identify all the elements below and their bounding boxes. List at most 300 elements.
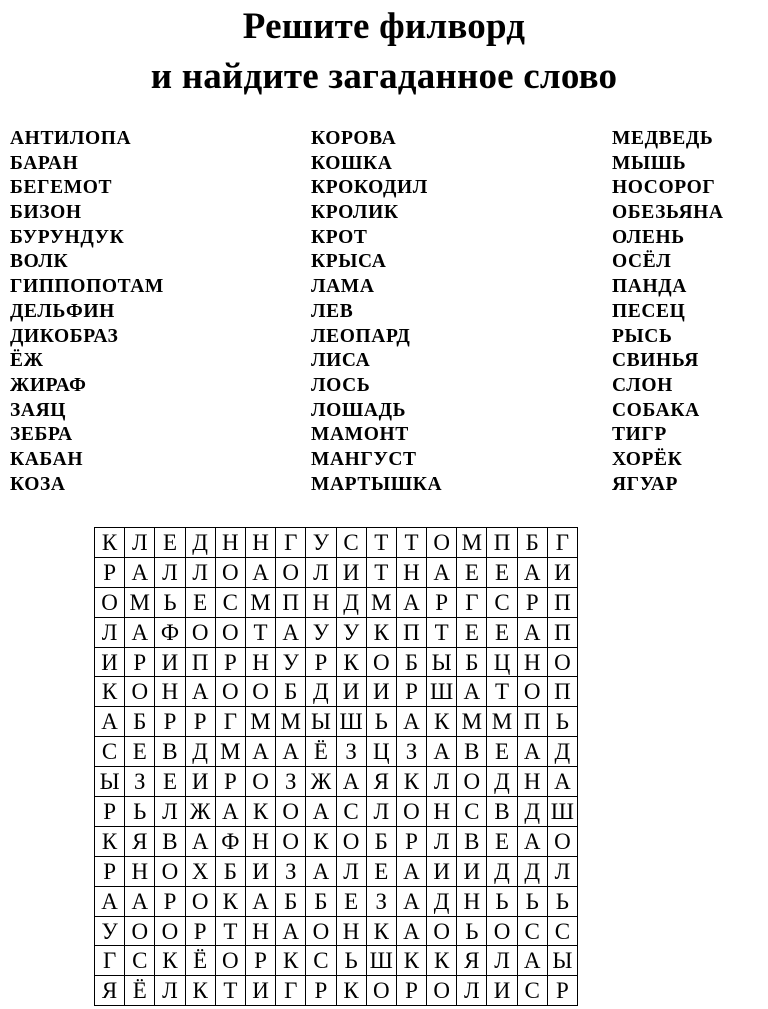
word-list-item: БУРУНДУК (10, 226, 125, 248)
word-list-item: ЗАЯЦ (10, 399, 67, 421)
grid-cell[interactable]: Е (155, 528, 185, 558)
grid-cell[interactable]: Л (336, 856, 366, 886)
grid-cell[interactable]: А (245, 886, 275, 916)
grid-cell[interactable]: П (396, 617, 426, 647)
grid-cell[interactable]: П (517, 707, 547, 737)
grid-cell[interactable]: П (487, 528, 517, 558)
grid-cell[interactable]: Р (245, 946, 275, 976)
grid-cell[interactable]: У (95, 916, 125, 946)
grid-cell[interactable]: А (517, 737, 547, 767)
grid-cell[interactable]: Л (366, 797, 396, 827)
grid-cell[interactable]: З (336, 737, 366, 767)
grid-cell[interactable]: А (245, 737, 275, 767)
grid-cell[interactable]: Д (427, 886, 457, 916)
grid-cell[interactable]: А (517, 946, 547, 976)
grid-cell[interactable]: М (125, 587, 155, 617)
grid-cell[interactable]: Л (487, 946, 517, 976)
grid-row (95, 528, 578, 558)
grid-cell[interactable]: Р (396, 826, 426, 856)
grid-cell[interactable]: К (245, 797, 275, 827)
grid-cell[interactable]: В (155, 826, 185, 856)
grid-cell[interactable]: К (336, 976, 366, 1006)
grid-cell[interactable]: Ы (95, 767, 125, 797)
grid-cell[interactable]: О (366, 976, 396, 1006)
grid-cell[interactable]: Ы (306, 707, 336, 737)
grid-cell[interactable]: Ш (336, 707, 366, 737)
grid-cell[interactable]: О (547, 826, 577, 856)
grid-cell[interactable]: О (245, 677, 275, 707)
grid-cell[interactable]: Б (517, 528, 547, 558)
grid-cell[interactable]: Н (245, 826, 275, 856)
grid-cell[interactable]: Д (517, 856, 547, 886)
grid-cell[interactable]: М (457, 707, 487, 737)
grid-cell[interactable]: Р (215, 767, 245, 797)
grid-cell[interactable]: А (215, 797, 245, 827)
grid-cell[interactable]: Г (547, 528, 577, 558)
grid-cell[interactable]: Я (125, 826, 155, 856)
grid-cell[interactable]: К (95, 677, 125, 707)
grid-cell[interactable]: С (517, 976, 547, 1006)
grid-cell[interactable]: Т (245, 617, 275, 647)
grid-cell[interactable]: К (95, 826, 125, 856)
grid-cell[interactable]: Е (487, 617, 517, 647)
word-list-column-3 (612, 127, 724, 497)
grid-cell[interactable]: Ь (457, 916, 487, 946)
grid-cell[interactable]: Е (487, 826, 517, 856)
word-list-item: БИЗОН (10, 202, 82, 224)
grid-cell[interactable]: Р (427, 587, 457, 617)
grid-cell[interactable]: Н (245, 916, 275, 946)
grid-cell[interactable]: Е (457, 617, 487, 647)
grid-cell[interactable]: О (457, 767, 487, 797)
grid-cell[interactable]: О (185, 886, 215, 916)
grid-cell[interactable]: А (427, 737, 457, 767)
grid-cell[interactable]: Ё (306, 737, 336, 767)
grid-cell[interactable]: Е (125, 737, 155, 767)
grid-cell[interactable]: З (366, 886, 396, 916)
grid-cell[interactable]: Р (155, 707, 185, 737)
grid-cell[interactable]: Б (457, 647, 487, 677)
word-list-item: СЛОН (612, 374, 673, 396)
grid-cell[interactable]: И (547, 557, 577, 587)
grid-cell[interactable]: А (276, 916, 306, 946)
word-list-item: КРОТ (311, 226, 368, 248)
grid-cell[interactable]: Д (487, 856, 517, 886)
grid-cell[interactable]: Д (185, 528, 215, 558)
grid-cell[interactable]: С (215, 587, 245, 617)
grid-cell[interactable]: Р (155, 886, 185, 916)
grid-cell[interactable]: К (276, 946, 306, 976)
grid-cell[interactable]: У (306, 528, 336, 558)
word-list-item: ПЕСЕЦ (612, 300, 686, 322)
grid-cell[interactable]: А (517, 617, 547, 647)
grid-cell[interactable]: Л (125, 528, 155, 558)
grid-cell[interactable]: И (185, 767, 215, 797)
word-list-item: РЫСЬ (612, 325, 673, 347)
word-list-item: ГИППОПОТАМ (10, 276, 164, 298)
grid-cell[interactable]: Д (517, 797, 547, 827)
grid-cell[interactable]: К (215, 886, 245, 916)
grid-cell[interactable]: О (276, 797, 306, 827)
grid-cell[interactable]: К (95, 528, 125, 558)
grid-cell[interactable]: Я (95, 976, 125, 1006)
grid-cell[interactable]: Ь (487, 886, 517, 916)
grid-cell[interactable]: З (396, 737, 426, 767)
grid-row (95, 557, 578, 587)
grid-cell[interactable]: Р (396, 677, 426, 707)
grid-cell[interactable]: Р (396, 976, 426, 1006)
grid-cell[interactable]: А (457, 677, 487, 707)
word-list-item: МАРТЫШКА (311, 473, 443, 495)
grid-cell[interactable]: Т (396, 528, 426, 558)
grid-cell[interactable]: А (306, 797, 336, 827)
grid-cell[interactable]: О (396, 797, 426, 827)
grid-cell[interactable]: Г (457, 587, 487, 617)
grid-cell[interactable]: Г (95, 946, 125, 976)
grid-cell[interactable]: А (517, 557, 547, 587)
grid-cell[interactable]: А (547, 767, 577, 797)
grid-cell[interactable]: Г (276, 528, 306, 558)
grid-cell[interactable]: Ш (366, 946, 396, 976)
grid-cell[interactable]: О (427, 528, 457, 558)
grid-cell[interactable]: О (245, 767, 275, 797)
grid-cell[interactable]: К (155, 946, 185, 976)
word-list-item: КРОКОДИЛ (311, 177, 428, 199)
grid-cell[interactable]: Д (487, 767, 517, 797)
grid-row (95, 976, 578, 1006)
grid-cell[interactable]: А (245, 557, 275, 587)
grid-cell[interactable]: Ы (427, 647, 457, 677)
grid-cell[interactable]: Р (306, 647, 336, 677)
grid-row (95, 946, 578, 976)
word-list-column-1 (10, 127, 164, 497)
grid-cell[interactable]: М (276, 707, 306, 737)
grid-cell[interactable]: Р (95, 557, 125, 587)
grid-cell[interactable]: Е (366, 856, 396, 886)
grid-cell[interactable]: М (457, 528, 487, 558)
grid-cell[interactable]: Е (185, 587, 215, 617)
grid-cell[interactable]: Л (185, 557, 215, 587)
grid-cell[interactable]: О (366, 647, 396, 677)
grid-cell[interactable]: Б (366, 826, 396, 856)
grid-cell[interactable]: Н (155, 677, 185, 707)
grid-cell[interactable]: М (487, 707, 517, 737)
grid-cell[interactable]: Л (155, 976, 185, 1006)
grid-cell[interactable]: Д (185, 737, 215, 767)
grid-cell[interactable]: О (427, 916, 457, 946)
grid-cell[interactable]: О (427, 976, 457, 1006)
grid-cell[interactable]: Ь (517, 886, 547, 916)
word-list-item: ЯГУАР (612, 473, 679, 495)
grid-cell[interactable]: Р (185, 707, 215, 737)
grid-cell[interactable]: А (517, 826, 547, 856)
grid-cell[interactable]: П (547, 677, 577, 707)
grid-cell[interactable]: П (276, 587, 306, 617)
grid-cell[interactable]: С (457, 797, 487, 827)
grid-cell[interactable]: И (95, 647, 125, 677)
grid-cell[interactable]: Т (427, 617, 457, 647)
grid-cell[interactable]: О (155, 856, 185, 886)
word-list-item: КОРОВА (311, 128, 397, 149)
grid-cell[interactable]: Е (487, 557, 517, 587)
grid-cell[interactable]: В (487, 797, 517, 827)
word-list-column-2 (311, 127, 442, 497)
word-list-item: ПАНДА (612, 276, 687, 298)
grid-cell[interactable]: Н (215, 528, 245, 558)
grid-cell[interactable]: С (336, 797, 366, 827)
grid-cell[interactable]: К (366, 617, 396, 647)
grid-cell[interactable]: Р (215, 647, 245, 677)
grid-cell[interactable]: К (185, 976, 215, 1006)
word-list-item: ЛЕОПАРД (311, 325, 411, 347)
grid-cell[interactable]: В (155, 737, 185, 767)
grid-cell[interactable]: В (457, 826, 487, 856)
grid-cell[interactable]: С (306, 946, 336, 976)
grid-cell[interactable]: Т (366, 557, 396, 587)
grid-cell[interactable]: К (336, 647, 366, 677)
grid-cell[interactable]: Е (487, 737, 517, 767)
grid-cell[interactable]: А (185, 677, 215, 707)
grid-cell[interactable]: З (125, 767, 155, 797)
grid-cell[interactable]: Ц (366, 737, 396, 767)
grid-cell[interactable]: Л (427, 767, 457, 797)
grid-cell[interactable]: Я (457, 946, 487, 976)
grid-cell[interactable]: А (276, 617, 306, 647)
grid-cell[interactable]: Т (215, 916, 245, 946)
grid-cell[interactable]: И (336, 677, 366, 707)
grid-cell[interactable]: Б (276, 886, 306, 916)
grid-cell[interactable]: К (396, 767, 426, 797)
grid-cell[interactable]: Е (457, 557, 487, 587)
grid-cell[interactable]: Р (125, 647, 155, 677)
word-list-item: КОШКА (311, 152, 393, 174)
word-list-item: КРОЛИК (311, 202, 399, 224)
grid-cell[interactable]: А (125, 557, 155, 587)
grid-cell[interactable]: Н (517, 767, 547, 797)
grid-row (95, 886, 578, 916)
grid-cell[interactable]: О (185, 617, 215, 647)
grid-cell[interactable]: О (336, 826, 366, 856)
grid-cell[interactable]: Р (185, 916, 215, 946)
grid-cell[interactable]: О (215, 946, 245, 976)
grid-cell[interactable]: О (547, 647, 577, 677)
grid-cell[interactable]: Н (306, 587, 336, 617)
grid-cell[interactable]: Л (95, 617, 125, 647)
grid-cell[interactable]: Ж (185, 797, 215, 827)
grid-cell[interactable]: Н (336, 916, 366, 946)
grid-cell[interactable]: Р (306, 976, 336, 1006)
word-list-item: ЗЕБРА (10, 424, 73, 446)
grid-cell[interactable]: Ф (155, 617, 185, 647)
grid-cell[interactable]: О (306, 916, 336, 946)
word-list-item: МЫШЬ (612, 152, 687, 174)
grid-cell[interactable]: Н (396, 557, 426, 587)
grid-cell[interactable]: Г (276, 976, 306, 1006)
grid-cell[interactable]: Я (366, 767, 396, 797)
grid-cell[interactable]: М (366, 587, 396, 617)
grid-cell[interactable]: М (245, 587, 275, 617)
word-list-item: БЕГЕМОТ (10, 177, 113, 199)
puzzle-grid (94, 527, 578, 1006)
grid-cell[interactable]: О (276, 826, 306, 856)
grid-cell[interactable]: С (95, 737, 125, 767)
grid-cell[interactable]: С (517, 916, 547, 946)
grid-cell[interactable]: И (366, 677, 396, 707)
grid-cell[interactable]: Т (366, 528, 396, 558)
grid-cell[interactable]: К (427, 707, 457, 737)
word-list-item: ЖИРАФ (10, 374, 87, 396)
grid-cell[interactable]: Л (547, 856, 577, 886)
grid-cell[interactable]: Ё (185, 946, 215, 976)
word-list-item: ЛЕВ (311, 300, 354, 322)
grid-cell[interactable]: К (306, 826, 336, 856)
grid-cell[interactable]: Д (547, 737, 577, 767)
grid-cell[interactable]: Б (125, 707, 155, 737)
grid-cell[interactable]: А (396, 856, 426, 886)
grid-cell[interactable]: Е (336, 886, 366, 916)
grid-cell[interactable]: Д (336, 587, 366, 617)
grid-cell[interactable]: А (396, 886, 426, 916)
word-list-item: КОЗА (10, 473, 66, 495)
word-list-item: МАНГУСТ (311, 448, 417, 470)
grid-cell[interactable]: О (215, 677, 245, 707)
grid-cell[interactable]: И (245, 856, 275, 886)
grid-cell[interactable]: К (396, 946, 426, 976)
word-list-item: ДЕЛЬФИН (10, 300, 115, 322)
grid-cell[interactable]: И (245, 976, 275, 1006)
grid-cell[interactable]: О (95, 587, 125, 617)
grid-cell[interactable]: А (396, 587, 426, 617)
grid-cell[interactable]: Ц (487, 647, 517, 677)
grid-cell[interactable]: Ё (125, 976, 155, 1006)
grid-cell[interactable]: М (215, 737, 245, 767)
word-list-item: ОЛЕНЬ (612, 226, 685, 248)
grid-cell[interactable]: Е (155, 767, 185, 797)
grid-cell[interactable]: О (487, 916, 517, 946)
word-list-item: ВОЛК (10, 251, 69, 273)
grid-cell[interactable]: И (427, 856, 457, 886)
grid-cell[interactable]: О (215, 617, 245, 647)
grid-cell[interactable]: З (276, 856, 306, 886)
grid-cell[interactable]: К (366, 916, 396, 946)
grid-cell[interactable]: А (95, 707, 125, 737)
grid-cell[interactable]: У (336, 617, 366, 647)
grid-cell[interactable]: О (155, 916, 185, 946)
grid-cell[interactable]: Ф (215, 826, 245, 856)
grid-cell[interactable]: Б (276, 677, 306, 707)
grid-row (95, 737, 578, 767)
grid-cell[interactable]: С (487, 587, 517, 617)
grid-cell[interactable]: Р (95, 797, 125, 827)
grid-cell[interactable]: П (547, 587, 577, 617)
grid-cell[interactable]: Л (427, 826, 457, 856)
grid-cell[interactable]: У (306, 617, 336, 647)
grid-cell[interactable]: И (487, 976, 517, 1006)
grid-cell[interactable]: О (125, 677, 155, 707)
grid-cell[interactable]: О (215, 557, 245, 587)
grid-cell[interactable]: У (276, 647, 306, 677)
grid-cell[interactable]: Н (245, 528, 275, 558)
grid-cell[interactable]: Ь (547, 707, 577, 737)
grid-cell[interactable]: С (336, 528, 366, 558)
grid-cell[interactable]: А (276, 737, 306, 767)
grid-cell[interactable]: А (95, 886, 125, 916)
grid-cell[interactable]: М (245, 707, 275, 737)
grid-cell[interactable]: Л (306, 557, 336, 587)
grid-cell[interactable]: И (336, 557, 366, 587)
grid-cell[interactable]: К (427, 946, 457, 976)
grid-cell[interactable]: Ь (336, 946, 366, 976)
grid-cell[interactable]: А (396, 916, 426, 946)
grid-cell[interactable]: А (306, 856, 336, 886)
grid-cell[interactable]: Р (95, 856, 125, 886)
word-list-item: ОСЁЛ (612, 251, 672, 273)
grid-cell[interactable]: Ш (547, 797, 577, 827)
grid-cell[interactable]: Л (155, 797, 185, 827)
title-line-1: Решите филворд (242, 6, 526, 47)
grid-cell[interactable]: А (185, 826, 215, 856)
grid-cell[interactable]: С (125, 946, 155, 976)
grid-cell[interactable]: Д (306, 677, 336, 707)
grid-cell[interactable]: Х (185, 856, 215, 886)
grid-cell[interactable]: Н (457, 886, 487, 916)
grid-cell[interactable]: Р (547, 976, 577, 1006)
grid-cell[interactable]: Л (155, 557, 185, 587)
grid-cell[interactable]: П (185, 647, 215, 677)
grid-cell[interactable]: Л (457, 976, 487, 1006)
grid-cell[interactable]: П (547, 617, 577, 647)
grid-row (95, 916, 578, 946)
grid-cell[interactable]: А (396, 707, 426, 737)
grid-cell[interactable]: Р (517, 587, 547, 617)
grid-cell[interactable]: В (457, 737, 487, 767)
word-list-item: ЛАМА (311, 276, 375, 298)
grid-cell[interactable]: А (125, 886, 155, 916)
grid-cell[interactable]: Ь (547, 886, 577, 916)
grid-cell[interactable]: А (125, 617, 155, 647)
grid-cell[interactable]: Н (427, 797, 457, 827)
grid-cell[interactable]: И (457, 856, 487, 886)
grid-cell[interactable]: А (427, 557, 457, 587)
grid-cell[interactable]: И (155, 647, 185, 677)
grid-cell[interactable]: Ж (306, 767, 336, 797)
grid-cell[interactable]: Н (245, 647, 275, 677)
grid-cell[interactable]: С (547, 916, 577, 946)
grid-cell[interactable]: Т (487, 677, 517, 707)
grid-cell[interactable]: Ь (125, 797, 155, 827)
grid-cell[interactable]: Б (215, 856, 245, 886)
grid-row (95, 647, 578, 677)
grid-row (95, 617, 578, 647)
grid-cell[interactable]: Ш (427, 677, 457, 707)
grid-cell[interactable]: О (276, 557, 306, 587)
grid-cell[interactable]: Н (517, 647, 547, 677)
grid-cell[interactable]: Н (125, 856, 155, 886)
grid-cell[interactable]: Ь (366, 707, 396, 737)
grid-cell[interactable]: О (125, 916, 155, 946)
grid-cell[interactable]: З (276, 767, 306, 797)
word-list-item: ЛИСА (311, 350, 371, 372)
grid-cell[interactable]: Ь (155, 587, 185, 617)
grid-cell[interactable]: Б (396, 647, 426, 677)
grid-cell[interactable]: А (336, 767, 366, 797)
grid-cell[interactable]: Г (215, 707, 245, 737)
grid-cell[interactable]: Ы (547, 946, 577, 976)
grid-cell[interactable]: Т (215, 976, 245, 1006)
grid-cell[interactable]: О (517, 677, 547, 707)
grid-cell[interactable]: Б (306, 886, 336, 916)
grid-row (95, 677, 578, 707)
